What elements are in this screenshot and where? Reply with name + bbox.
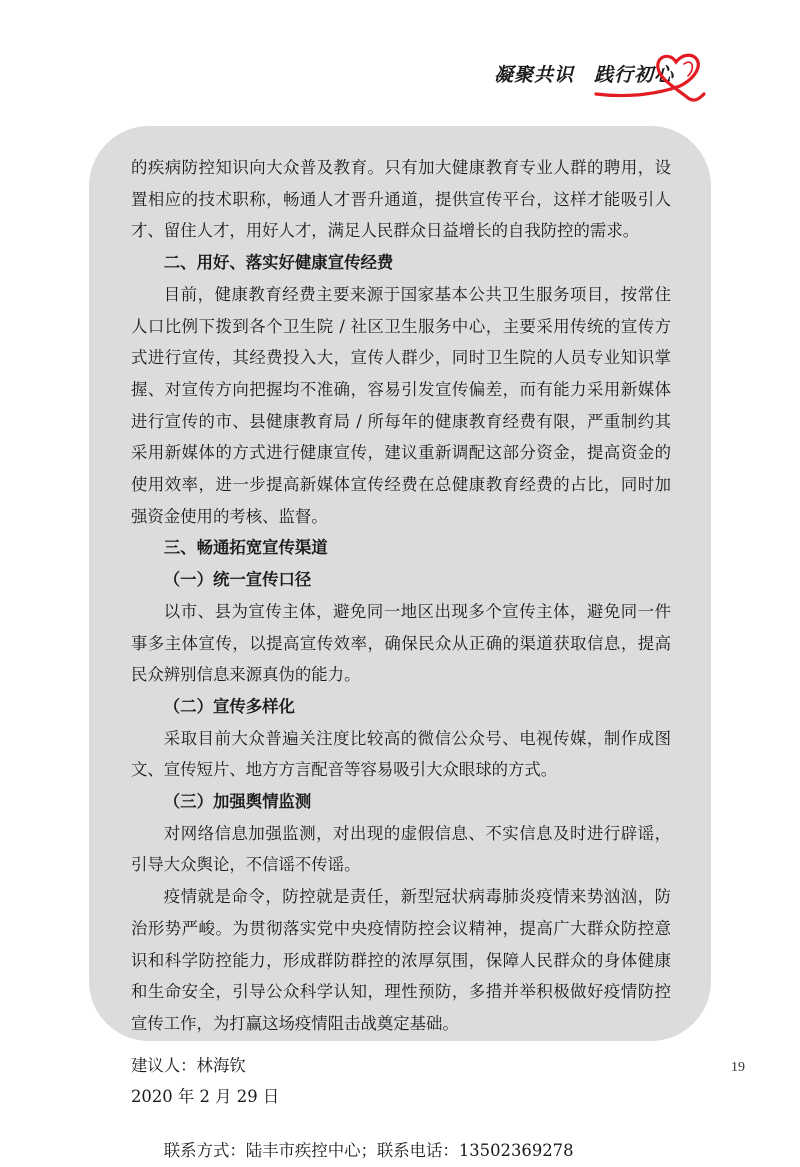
paragraph-6: 疫情就是命令，防控就是责任，新型冠状病毒肺炎疫情来势汹汹，防治形势严峻。为贯彻落实党中央疫情防控会议精神，提高广大群众防控意识和科学防控能力，形成群防群控的浓厚氛围，保障人民群众的身体健康和生命安全，引导公众科学认知，理性预防，多措并举积极做好疫情防控宣传工作，为打赢这场疫情阻击战奠定基础。 xyxy=(131,887,671,1033)
page-number: 19 xyxy=(731,1060,745,1075)
section-heading-2: 二、用好、落实好健康宣传经费 xyxy=(163,253,394,273)
section-heading-3: 三、畅通拓宽宣传渠道 xyxy=(163,538,328,558)
contact-info: 联系方式：陆丰市疾控中心；联系电话：13502369278 xyxy=(163,1141,574,1161)
paragraph-1: 的疾病防控知识向大众普及教育。只有加大健康教育专业人群的聘用，设置相应的技术职称，畅通人才晋升通道，提供宣传平台，这样才能吸引人才、留住人才，用好人才，满足人民群众日益增长的自我防控的需求。 xyxy=(131,158,671,241)
subsection-heading-1: （一）统一宣传口径 xyxy=(163,570,312,590)
date: 2020 年 2 月 29 日 xyxy=(131,1087,280,1107)
subsection-heading-3: （三）加强舆情监测 xyxy=(163,792,312,812)
paragraph-3: 以市、县为宣传主体，避免同一地区出现多个宣传主体，避免同一件事多主体宣传，以提高宣传效率，确保民众从正确的渠道获取信息，提高民众辨别信息来源真伪的能力。 xyxy=(131,601,671,685)
heart-ribbon-icon xyxy=(588,50,718,110)
header-title: 凝聚共识 践行初心 xyxy=(494,64,675,86)
spacer xyxy=(131,1040,671,1050)
page-header xyxy=(480,50,720,110)
subsection-heading-2: （二）宣传多样化 xyxy=(163,696,295,716)
paragraph-4: 采取目前大众普遍关注度比较高的微信公众号、电视传媒，制作成图文、宣传短片、地方方言配音等容易吸引大众眼球的方式。 xyxy=(131,728,671,780)
article-body xyxy=(131,152,671,1167)
signer: 建议人：林海钦 xyxy=(131,1055,246,1075)
paragraph-5: 对网络信息加强监测，对出现的虚假信息、不实信息及时进行辟谣，引导大众舆论，不信谣不传谣。 xyxy=(131,823,671,875)
paragraph-2: 目前，健康教育经费主要来源于国家基本公共卫生服务项目，按常住人口比例下拨到各个卫生院 / 社区卫生服务中心，主要采用传统的宣传方式进行宣传，其经费投入大，宣传人群少，同时卫生院的人员专业知识掌握、对宣传方向把握均不准确，容易引发宣传偏差，而有能力采用新媒体进行宣传的市、县健康教育局 / 所每年的健康教育经费有限，严重制约其采用新媒体的方式进行健康宣传，建议重新调配这部分资金，提高资金的使用效率，进一步提高新媒体宣传经费在总健康教育经费的占比，同时加强资金使用的考核、监督。 xyxy=(131,284,671,526)
